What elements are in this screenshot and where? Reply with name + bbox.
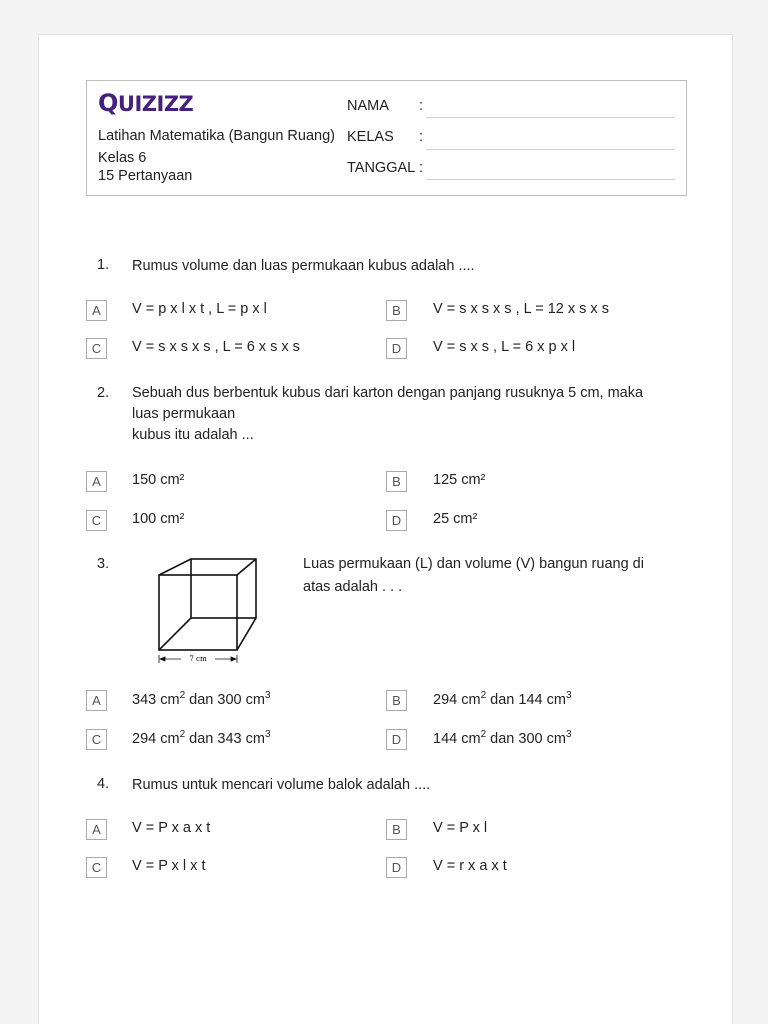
question-3-line-2: atas adalah . . . [303,579,403,595]
question-2-line-3: kubus itu adalah ... [132,427,254,443]
q1-option-d-text: V = s x s , L = 6 x p x l [433,339,576,355]
q4-option-c-text: V = P x l x t [132,858,206,874]
logo-q: Q [98,89,118,117]
name-field-line[interactable] [426,117,675,118]
q3-d-volume-value: dan 300 cm [486,730,566,747]
q2-option-c-box[interactable]: C [86,510,107,531]
question-1-number: 1. [97,257,110,273]
q4-option-b-box[interactable]: B [386,819,407,840]
q1-option-a-box[interactable]: A [86,300,107,321]
question-3-text [303,553,673,599]
quiz-grade: Kelas 6 [98,150,147,166]
cube-edge [159,559,191,575]
q3-c-volume-value: dan 343 cm [185,730,265,747]
q3-option-a-box[interactable]: A [86,690,107,711]
q4-option-c-box[interactable]: C [86,857,107,878]
q4-option-d-text: V = r x a x t [433,858,507,874]
q4-option-a-text: V = P x a x t [132,820,211,836]
dimension-arrow-left [160,657,165,661]
quiz-title: Latihan Matematika (Bangun Ruang) [98,128,335,144]
q3-b-volume-value: dan 144 cm [486,691,566,708]
class-field-label: KELAS [347,129,394,145]
q1-option-d-box[interactable]: D [386,338,407,359]
q3-option-c-text [132,729,271,747]
q4-option-d-box[interactable]: D [386,857,407,878]
q3-option-a-text [132,690,271,708]
q3-option-d-text [433,729,572,747]
q3-a-area-exponent: 2 [179,690,186,701]
q2-option-d-box[interactable]: D [386,510,407,531]
q1-option-a-text: V = p x l x t , L = p x l [132,301,267,317]
q2-option-a-text: 150 cm² [132,472,185,488]
question-3-line-1: Luas permukaan (L) dan volume (V) bangun ruang di [303,556,644,572]
question-1-text: Rumus volume dan luas permukaan kubus adalah .... [132,258,475,274]
q3-option-c-box[interactable]: C [86,729,107,750]
class-field-line[interactable] [426,149,675,150]
dimension-arrow-right [231,657,236,661]
q1-option-c-box[interactable]: C [86,338,107,359]
q2-option-a-box[interactable]: A [86,471,107,492]
cube-edge [159,618,191,650]
worksheet-page [38,34,733,1024]
q3-a-area-value: 343 cm [132,691,180,708]
name-field-colon: : [419,98,424,114]
class-field-colon: : [419,129,424,145]
question-3-number: 3. [97,556,110,572]
cube-figure [155,555,261,667]
date-field-colon: : [419,160,424,176]
q2-option-d-text: 25 cm² [433,511,478,527]
q4-option-a-box[interactable]: A [86,819,107,840]
question-4-number: 4. [97,776,110,792]
name-field-label: NAMA [347,98,389,114]
question-count: 15 Pertanyaan [98,168,193,184]
q2-option-c-text: 100 cm² [132,511,185,527]
question-2-line-1: Sebuah dus berbentuk kubus dari karton dengan panjang rusuknya 5 cm, maka [132,385,644,401]
worksheet-header [86,80,687,196]
question-2-text [132,383,672,446]
q3-b-area-exponent: 2 [480,690,487,701]
date-field-label: TANGGAL [347,160,416,176]
logo-rest: UIZIZZ [117,92,194,116]
question-2-line-2: luas permukaan [132,406,236,422]
q4-option-b-text: V = P x l [433,820,488,836]
question-4-text: Rumus untuk mencari volume balok adalah .... [132,777,431,793]
q3-b-volume-exponent: 3 [565,690,572,701]
q2-option-b-box[interactable]: B [386,471,407,492]
q2-option-b-text: 125 cm² [433,472,486,488]
q3-option-d-box[interactable]: D [386,729,407,750]
quizizz-logo [98,89,193,117]
q3-d-area-exponent: 2 [480,729,487,740]
q3-option-b-box[interactable]: B [386,690,407,711]
q3-b-area-value: 294 cm [433,691,481,708]
date-field-line[interactable] [426,179,675,180]
q3-option-b-text [433,690,572,708]
cube-edge [237,618,256,650]
q1-option-b-text: V = s x s x s , L = 12 x s x s [433,301,609,317]
q3-c-volume-exponent: 3 [264,729,271,740]
question-2-number: 2. [97,385,110,401]
dimension-label: 7 cm [189,655,207,663]
cube-edge [237,559,256,575]
q1-option-b-box[interactable]: B [386,300,407,321]
q3-c-area-value: 294 cm [132,730,180,747]
q3-d-volume-exponent: 3 [565,729,572,740]
q3-d-area-value: 144 cm [433,730,481,747]
q3-a-volume-exponent: 3 [264,690,271,701]
q1-option-c-text: V = s x s x s , L = 6 x s x s [132,339,300,355]
q3-a-volume-value: dan 300 cm [185,691,265,708]
q3-c-area-exponent: 2 [179,729,186,740]
